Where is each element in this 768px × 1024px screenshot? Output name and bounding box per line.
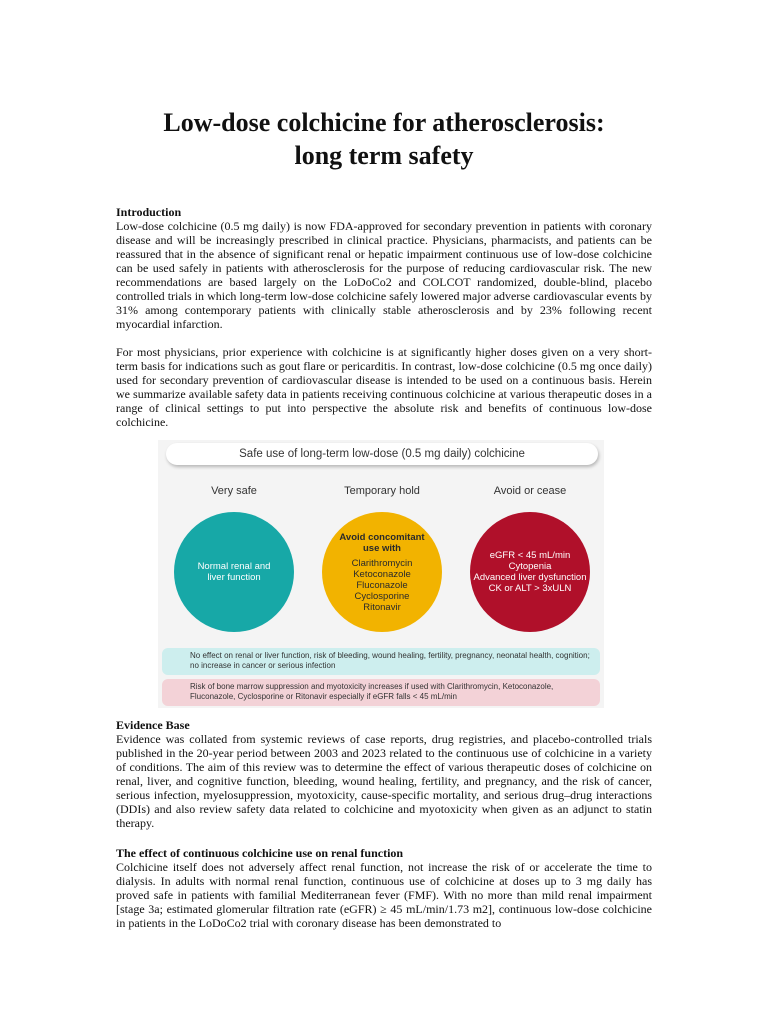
figure-banner: Safe use of long-term low-dose (0.5 mg daily) colchicine [166,443,598,465]
circle2-title-line: use with [362,542,401,554]
evidence-section [116,718,652,830]
circle3-line: Advanced liver dysfunction [473,572,587,583]
circle2-title-line: Avoid concomitant [339,531,425,543]
introduction-paragraph-1: Low-dose colchicine (0.5 mg daily) is now FDA-approved for secondary prevention in patients with coronary disease and will be increasingly prescribed in clinical practice. Physicians, pharmacists, and patients can be reassured that in the absence of significant renal or hepatic impairment continuous use of low-dose colchicine can be used safely in patients with atherosclerosis for the purpose of reducing cardiovascular risk. The new recommendations are based largely on the LoDoCo2 and COLCOT randomized, double-blind, placebo controlled trials in which long-term low-dose colchicine safely lowered major adverse cardiovascular events by 31% among contemporary patients with clinically stable atherosclerosis and by 23% following recent myocardial infarction. [116,219,652,331]
no-effect-band: No effect on renal or liver function, risk of bleeding, wound healing, fertility, pregnancy, neonatal health, cognition; no increase in cancer or serious infection [162,648,600,675]
introduction-heading: Introduction [116,205,182,219]
circle3-line: CK or ALT > 3xULN [488,583,572,594]
introduction-section [116,205,652,429]
safety-figure [158,440,604,708]
temporary-hold-circle [322,512,442,632]
col-label-avoid-or-cease: Avoid or cease [493,485,567,497]
circle1-line: liver function [207,572,261,583]
evidence-heading: Evidence Base [116,718,190,732]
circle2-item: Ritonavir [363,601,401,613]
col-label-temporary-hold: Temporary hold [344,485,420,497]
col-label-very-safe: Very safe [211,485,257,497]
circle1-line: Normal renal and [197,561,271,572]
circle2-item: Ketoconazole [353,568,411,580]
circle2-title [339,532,424,554]
evidence-paragraph: Evidence was collated from systemic reviews of case reports, drug registries, and placebo-controlled trials published in the 20-year period between 2003 and 2023 related to the continuous use of colchicine in a variety of conditions. The aim of this review was to determine the effect of various therapeutic doses of colchicine on renal, liver, and cognitive function, bleeding, wound healing, fertility, and pregnancy, and the risk of cancer, serious infection, myelosuppression, myotoxicity, cause-specific mortality, and serious drug–drug interactions (DDIs) and also review safety data related to colchicine and myotoxicity when given as an adjunct to statin therapy. [116,732,652,830]
very-safe-circle [174,512,294,632]
circle2-item: Fluconazole [356,579,408,591]
introduction-paragraph-2: For most physicians, prior experience with colchicine is at significantly higher doses given on a very short-term basis for indications such as gout flare or pericarditis. In contrast, low-dose colchicine (0.5 mg once daily) used for secondary prevention of cardiovascular disease is intended to be used on a continuous basis. Herein we summarize available safety data in patients receiving continuous colchicine at various therapeutic doses in a range of clinical settings to put into perspective the absolute risk and benefits of continuous low-dose colchicine. [116,345,652,429]
circle2-item: Cyclosporine [354,590,410,602]
circle2-item: Clarithromycin [351,557,413,569]
title-line-2: long term safety [294,141,474,170]
title-line-1: Low-dose colchicine for atherosclerosis: [163,108,605,137]
document-title [0,106,768,172]
circle3-line: Cytopenia [508,561,552,572]
avoid-or-cease-circle [470,512,590,632]
renal-heading: The effect of continuous colchicine use on renal function [116,846,404,860]
circle3-line: eGFR < 45 mL/min [489,550,571,561]
risk-band: Risk of bone marrow suppression and myotoxicity increases if used with Clarithromycin, Ketoconazole, Fluconazole, Cyclosporine or Ritonavir especially if eGFR falls < 45 mL/min [162,679,600,706]
renal-section [116,846,652,930]
renal-paragraph: Colchicine itself does not adversely affect renal function, not increase the risk of or accelerate the time to dialysis. In adults with normal renal function, continuous use of colchicine at doses up to 3 mg daily has proved safe in patients with familial Mediterranean fever (FMF). With no more than mild renal impairment [stage 3a; estimated glomerular filtration rate (eGFR) ≥ 45 mL/min/1.73 m2], continuous low-dose colchicine in patients in the LoDoCo2 trial with coronary disease has been demonstrated to [116,860,652,930]
